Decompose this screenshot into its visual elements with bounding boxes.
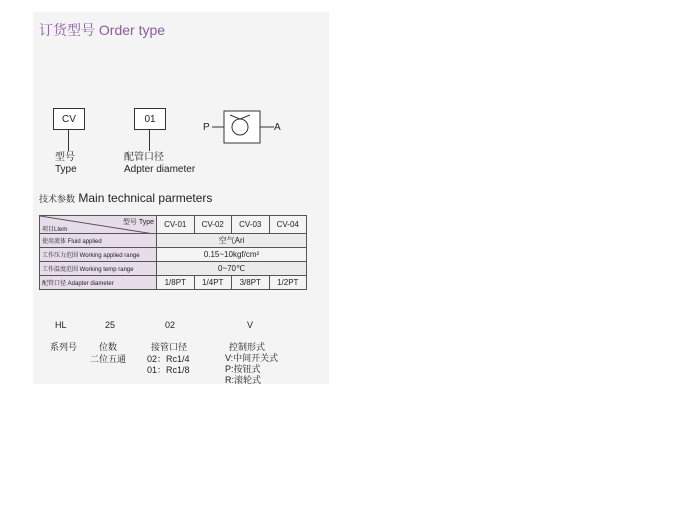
adapter-leader-line — [149, 129, 150, 151]
adapter-box: 01 — [134, 108, 166, 130]
type-label-cn: 型号 — [55, 152, 75, 163]
type-box: CV — [53, 108, 85, 130]
type-label-en: Type — [55, 164, 77, 175]
port-p-label: P — [203, 122, 210, 133]
tech-params-table — [39, 215, 307, 290]
control-label: 控制形式 — [229, 342, 266, 352]
pipe-option: 02：Rc1/4 — [147, 354, 190, 364]
code-part-positions: 25 — [105, 320, 116, 330]
row-value: 空气Ari — [157, 234, 307, 248]
row-value: 0.15~10kgf/cm² — [157, 248, 307, 262]
row-label: 工作压力范围 Working applied range — [40, 248, 157, 262]
positions-label: 位数 — [99, 342, 118, 352]
code-part-control: V — [247, 320, 254, 330]
tech-params-heading — [39, 191, 212, 205]
check-valve-symbol-icon — [212, 108, 276, 144]
tech-heading-cn: 技术参数 — [39, 194, 76, 204]
control-option: V:中间开关式 — [225, 353, 279, 363]
order-type-title: 订货型号 Order type — [39, 22, 166, 38]
adapter-cell: 3/8PT — [232, 276, 270, 290]
table-row — [40, 234, 307, 248]
control-option: R:滚轮式 — [225, 375, 262, 385]
table-row — [40, 262, 307, 276]
pipe-option: 01：Rc1/8 — [147, 365, 190, 375]
row-label: 使用流体 Fluid applied — [40, 234, 157, 248]
model-header-cell: CV-03 — [232, 216, 270, 234]
type-leader-line — [68, 129, 69, 151]
table-row — [40, 276, 307, 290]
model-header-cell: CV-01 — [157, 216, 195, 234]
model-header-cell: CV-04 — [269, 216, 307, 234]
row-label: 工作温度范围 Working temp range — [40, 262, 157, 276]
control-option: P:按钮式 — [225, 364, 261, 374]
series-label: 系列号 — [50, 342, 78, 352]
pipe-label: 接管口径 — [151, 342, 188, 352]
adapter-cell: 1/8PT — [157, 276, 195, 290]
adapter-label-cn: 配管口径 — [124, 152, 164, 163]
row-value: 0~70℃ — [157, 262, 307, 276]
table-row — [40, 248, 307, 262]
adapter-cell: 1/4PT — [194, 276, 232, 290]
code-part-pipe: 02 — [165, 320, 176, 330]
model-header-cell: CV-02 — [194, 216, 232, 234]
row-label: 配管口径 Adapter diameter — [40, 276, 157, 290]
port-a-label: A — [274, 122, 281, 133]
adapter-cell: 1/2PT — [269, 276, 307, 290]
adapter-label-en: Adpter diameter — [124, 164, 196, 175]
corner-cell — [40, 216, 157, 234]
code-part-series: HL — [55, 320, 67, 330]
corner-top-label: 型号 Type — [122, 219, 154, 226]
positions-desc: 二位五通 — [90, 354, 127, 364]
tech-heading-en: Main technical parmeters — [78, 191, 213, 205]
table-header-row — [40, 216, 307, 234]
corner-bottom-label: 项目Ltem — [42, 227, 68, 233]
